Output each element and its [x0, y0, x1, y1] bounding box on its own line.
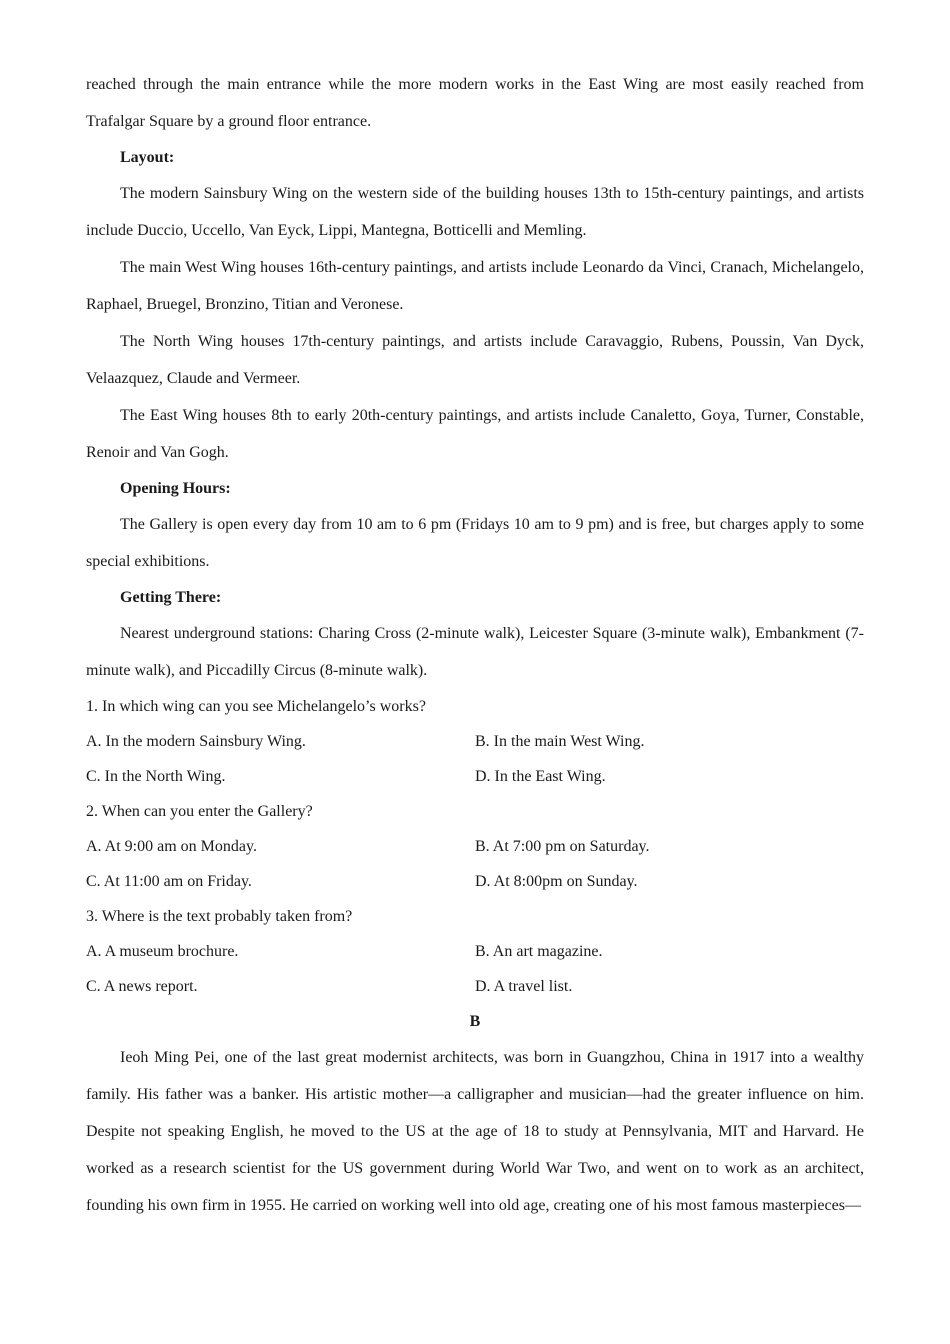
- question-2-option-d: D. At 8:00pm on Sunday.: [475, 873, 638, 890]
- passage-b-title: B: [469, 1013, 481, 1030]
- question-1-options-row-1: [86, 724, 864, 759]
- question-3-option-b: B. An art magazine.: [475, 943, 603, 960]
- hours-text: The Gallery is open every day from 10 am to 6 pm (Fridays 10 am to 9 pm) and is free, but charges apply to some special exhibitions.: [86, 516, 864, 570]
- question-3-option-a: A. A museum brochure.: [86, 943, 239, 960]
- question-3-option-c: C. A news report.: [86, 978, 198, 995]
- question-3-options-row-2: [86, 969, 864, 1004]
- question-2-stem: 2. When can you enter the Gallery?: [86, 803, 313, 820]
- question-1-stem: 1. In which wing can you see Michelangelo’s works?: [86, 698, 426, 715]
- question-1-options-row-2: [86, 759, 864, 794]
- layout-paragraph-west: The main West Wing houses 16th-century paintings, and artists include Leonardo da Vinci, Cranach, Michelangelo, Raphael, Bruegel, Bronzino, Titian and Veronese.: [86, 259, 864, 313]
- layout-paragraph-sainsbury: The modern Sainsbury Wing on the western side of the building houses 13th to 15th-century paintings, and artists include Duccio, Uccello, Van Eyck, Lippi, Mantegna, Botticelli and Memling.: [86, 185, 864, 239]
- question-1-option-a: A. In the modern Sainsbury Wing.: [86, 733, 306, 750]
- question-2-option-a: A. At 9:00 am on Monday.: [86, 838, 257, 855]
- question-1-option-c: C. In the North Wing.: [86, 768, 226, 785]
- question-2-options-row-2: [86, 864, 864, 899]
- question-3-stem: 3. Where is the text probably taken from?: [86, 908, 353, 925]
- passage-a-continuation: reached through the main entrance while the more modern works in the East Wing are most easily reached from Trafalgar Square by a ground floor entrance.: [86, 76, 864, 130]
- question-3-option-d: D. A travel list.: [475, 978, 573, 995]
- question-3-options-row-1: [86, 934, 864, 969]
- question-1-option-b: B. In the main West Wing.: [475, 733, 645, 750]
- question-2-options-row-1: [86, 829, 864, 864]
- getting-text: Nearest underground stations: Charing Cross (2-minute walk), Leicester Square (3-minute walk), Embankment (7-minute walk), and Piccadilly Circus (8-minute walk).: [86, 625, 864, 679]
- layout-paragraph-north: The North Wing houses 17th-century paintings, and artists include Caravaggio, Rubens, Poussin, Van Dyck, Velaazquez, Claude and Vermeer.: [86, 333, 864, 387]
- question-1-option-d: D. In the East Wing.: [475, 768, 606, 785]
- hours-heading: Opening Hours:: [120, 480, 231, 497]
- question-2-option-c: C. At 11:00 am on Friday.: [86, 873, 252, 890]
- question-2-option-b: B. At 7:00 pm on Saturday.: [475, 838, 650, 855]
- getting-heading: Getting There:: [120, 589, 222, 606]
- layout-heading: Layout:: [120, 149, 175, 166]
- passage-b-text: Ieoh Ming Pei, one of the last great modernist architects, was born in Guangzhou, China in 1917 into a wealthy family. His father was a banker. His artistic mother—a calligrapher and musician—had the greater influence on him. Despite not speaking English, he moved to the US at the age of 18 to study at Pennsylvania, MIT and Harvard. He worked as a research scientist for the US government during World War Two, and went on to work as an architect, founding his own firm in 1955. He carried on working well into old age, creating one of his most famous masterpieces—: [86, 1049, 864, 1214]
- exam-page: [86, 66, 864, 1224]
- layout-paragraph-east: The East Wing houses 8th to early 20th-century paintings, and artists include Canaletto, Goya, Turner, Constable, Renoir and Van Gogh.: [86, 407, 864, 461]
